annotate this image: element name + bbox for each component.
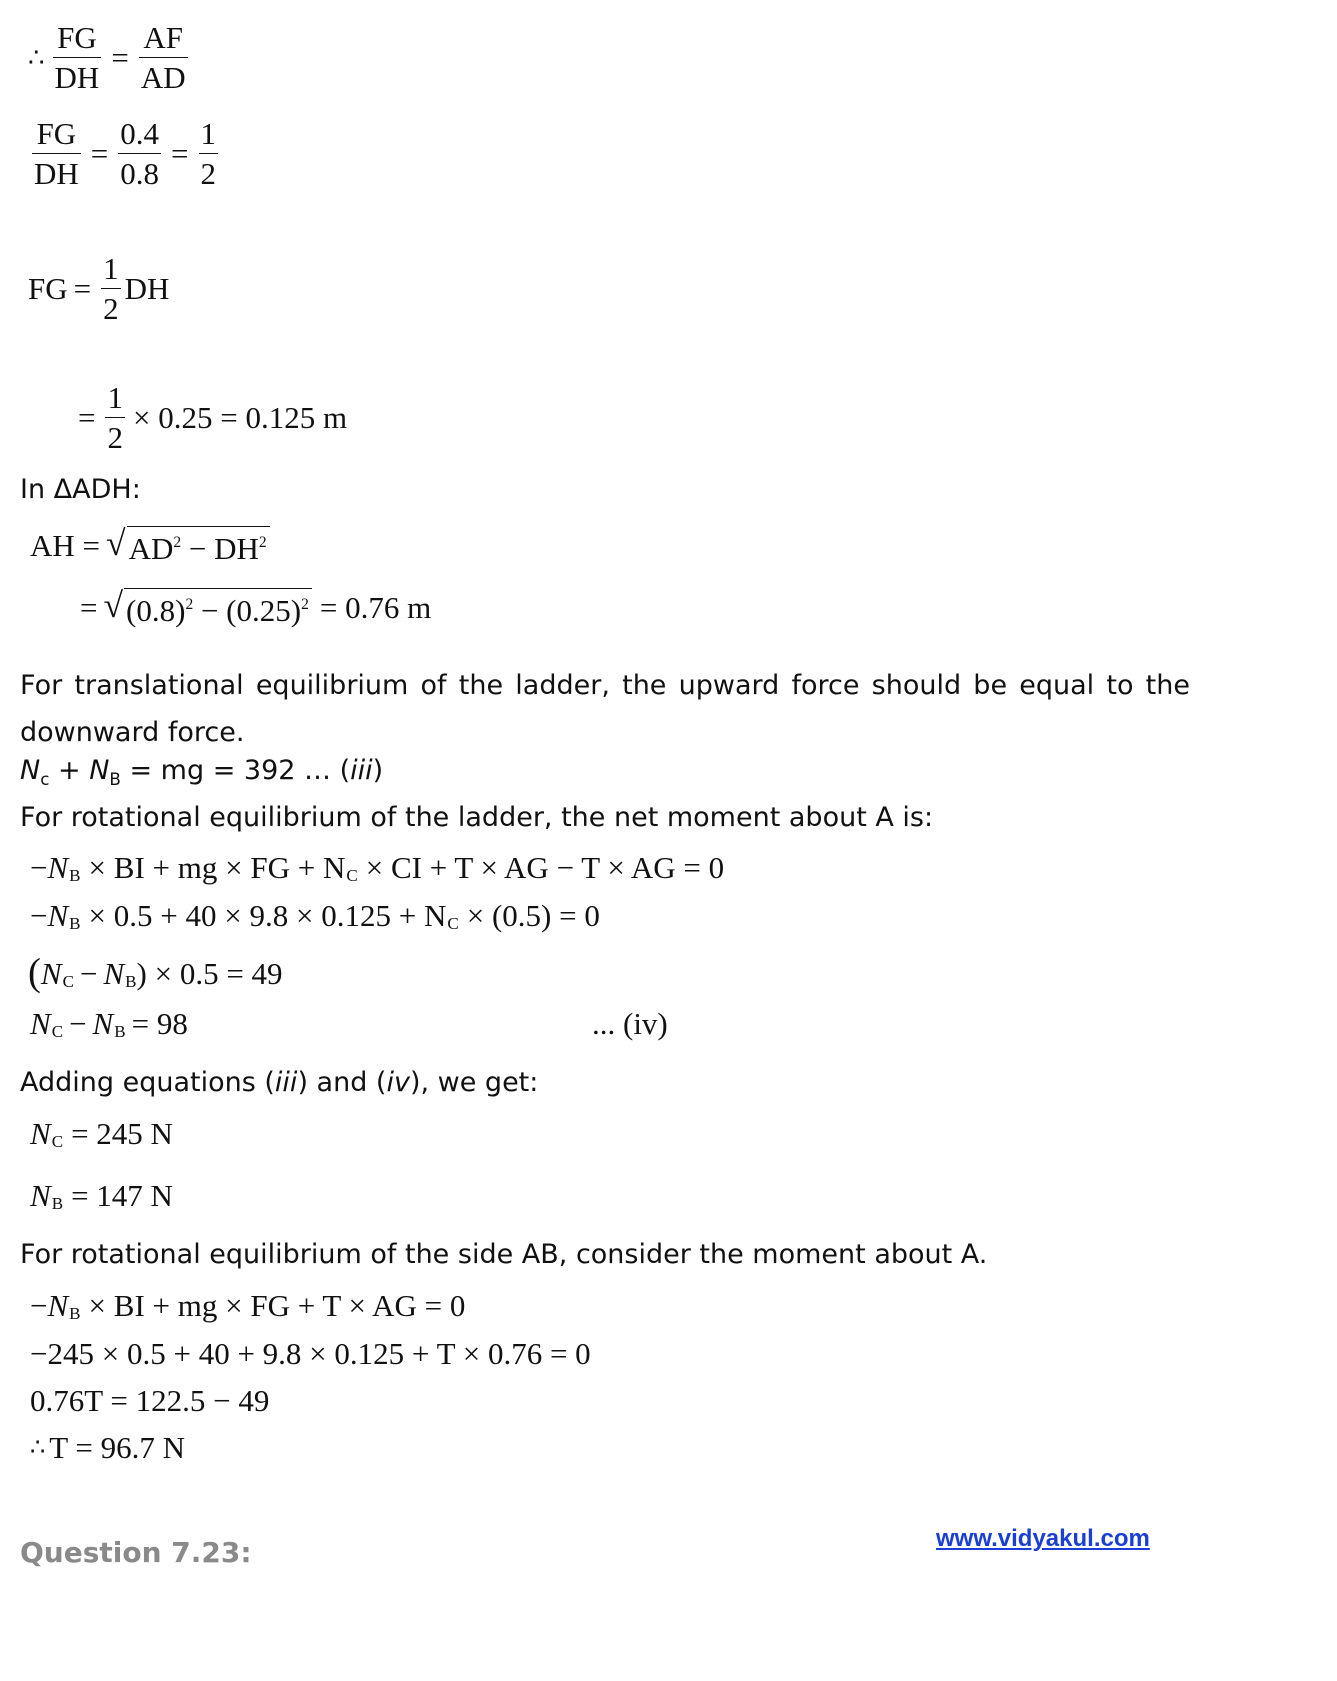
ab-equation-3: 0.76T = 122.5 − 49 [30, 1383, 270, 1418]
adding-equations-text: Adding equations (iii) and (iv), we get: [20, 1067, 539, 1098]
fraction-1-2: $\frac{1}{2}$ [200, 116, 216, 191]
question-heading: Question 7.23: [20, 1536, 252, 1569]
nc-result: N C = 245 N [30, 1116, 173, 1151]
moment-equation-1: − N B × BI + mg × FG + N C × CI + T × AG − T × AG = 0 [30, 850, 725, 885]
moment-equation-3: ( N C − N B ) × 0.5 = 49 [28, 951, 283, 994]
moment-equation-2: − N B × 0.5 + 40 × 9.8 × 0.125 + N C × (0.5) = 0 [30, 898, 600, 933]
square-root: √ $(0.8)^2 - (0.25)^2$ [103, 588, 311, 626]
fraction-1-2: $\frac{1}{2}$ [103, 251, 119, 326]
fg-value-equation: = $\frac{1}{2}$ × 0.25 = 0.125 m [78, 380, 348, 455]
moment-equation-4: N C − N B = 98 [30, 1006, 188, 1041]
fg-equation: FG = $\frac{1}{2}$ DH [28, 251, 170, 326]
fraction-af-ad: $\frac{AF}{AD}$ [140, 20, 186, 95]
square-root: √ $AD^2 - DH^2$ [106, 526, 270, 564]
ah-equation: AH = √ $AD^2 - DH^2$ [30, 526, 270, 564]
fraction-fg-dh: $\frac{FG}{DH}$ [34, 116, 79, 191]
ratio-equation-1: ∴ $\frac{FG}{DH}$ = $\frac{AF}{AD}$ [28, 20, 186, 95]
equation-iii: $N_c + N_B$ = mg = 392 … (iii) [20, 755, 384, 789]
fraction-fg-dh: $\frac{FG}{DH}$ [54, 20, 100, 95]
rotational-ab-text: For rotational equilibrium of the side AB, consider the moment about A. [20, 1239, 988, 1270]
ab-equation-4: ∴ T = 96.7 N [30, 1430, 186, 1465]
ab-equation-2: −245 × 0.5 + 40 + 9.8 × 0.125 + T × 0.76 = 0 [30, 1336, 591, 1371]
fraction-04-08: $\frac{0.4}{0.8}$ [120, 116, 160, 191]
ratio-equation-2: $\frac{FG}{DH}$ = $\frac{0.4}{0.8}$ = $\frac{1}{2}$ [34, 116, 216, 191]
equation-iv-label: ... (iv) [592, 1006, 668, 1041]
therefore-symbol: ∴ [28, 42, 45, 72]
fraction-1-2: $\frac{1}{2}$ [107, 380, 123, 455]
triangle-label: In ΔADH: [20, 474, 141, 505]
rotational-ladder-text: For rotational equilibrium of the ladder, the net moment about A is: [20, 802, 934, 833]
ab-equation-1: − N B × BI + mg × FG + T × AG = 0 [30, 1288, 466, 1323]
ah-value-equation: = √ $(0.8)^2 - (0.25)^2$ = 0.76 m [80, 585, 432, 628]
nb-result: N B = 147 N [30, 1178, 173, 1213]
translational-paragraph: For translational equilibrium of the ladder, the upward force should be equal to the downward force. [20, 670, 1190, 748]
site-link[interactable]: www.vidyakul.com [936, 1525, 1150, 1552]
